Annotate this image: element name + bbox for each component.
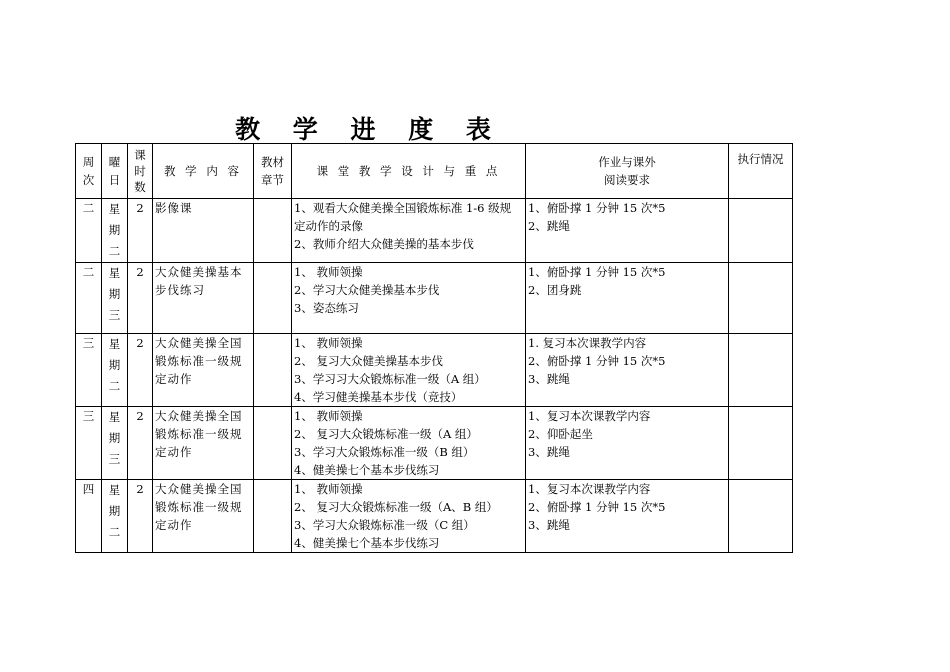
chapter-cell	[254, 263, 292, 334]
execution-cell	[729, 407, 793, 480]
chapter-cell	[254, 334, 292, 407]
day-cell: 星 期 三	[102, 263, 128, 334]
table-row	[76, 334, 793, 407]
header-execution: 执行情况	[729, 144, 793, 199]
chapter-cell	[254, 407, 292, 480]
homework-cell: 1、俯卧撑 1 分钟 15 次*5 2、跳绳	[526, 199, 729, 263]
header-content: 教 学 内 容	[153, 144, 254, 199]
content-cell: 大众健美操全国锻炼标准一级规定动作	[153, 480, 254, 553]
week-cell: 三	[76, 334, 102, 407]
execution-cell	[729, 334, 793, 407]
hours-cell: 2	[128, 480, 153, 553]
table-row	[76, 263, 793, 334]
table-row	[76, 480, 793, 553]
week-cell: 四	[76, 480, 102, 553]
content-cell: 大众健美操全国锻炼标准一级规定动作	[153, 407, 254, 480]
week-cell: 二	[76, 199, 102, 263]
design-cell: 1、 教师领操 2、 复习大众健美操基本步伐 3、学习习大众锻炼标准一级（A 组） 4、学习健美操基本步伐（竞技）	[292, 334, 526, 407]
table-row	[76, 199, 793, 263]
design-cell: 1、 教师领操 2、 复习大众锻炼标准一级（A、B 组） 3、学习大众锻炼标准一级（C 组） 4、健美操七个基本步伐练习	[292, 480, 526, 553]
execution-cell	[729, 263, 793, 334]
day-cell: 星 期 二	[102, 480, 128, 553]
content-cell: 影像课	[153, 199, 254, 263]
header-design: 课 堂 教 学 设 计 与 重 点	[292, 144, 526, 199]
day-cell: 星 期 二	[102, 199, 128, 263]
homework-cell: 1、复习本次课教学内容 2、仰卧起坐 3、跳绳	[526, 407, 729, 480]
homework-cell: 1、俯卧撑 1 分钟 15 次*5 2、团身跳	[526, 263, 729, 334]
execution-cell	[729, 480, 793, 553]
chapter-cell	[254, 480, 292, 553]
day-cell: 星 期 二	[102, 334, 128, 407]
hours-cell: 2	[128, 407, 153, 480]
header-chapter: 教材 章节	[254, 144, 292, 199]
header-week: 周 次	[76, 144, 102, 199]
content-cell: 大众健美操全国锻炼标准一级规定动作	[153, 334, 254, 407]
hours-cell: 2	[128, 199, 153, 263]
header-homework: 作业与课外 阅读要求	[526, 144, 729, 199]
page-title: 教 学 进 度 表	[235, 115, 503, 144]
design-cell: 1、 教师领操 2、 复习大众锻炼标准一级（A 组） 3、学习大众锻炼标准一级（B 组） 4、健美操七个基本步伐练习	[292, 407, 526, 480]
chapter-cell	[254, 199, 292, 263]
week-cell: 二	[76, 263, 102, 334]
hours-cell: 2	[128, 263, 153, 334]
design-cell: 1、 教师领操 2、学习大众健美操基本步伐 3、姿态练习	[292, 263, 526, 334]
header-row	[76, 144, 793, 199]
header-day: 曜 日	[102, 144, 128, 199]
hours-cell: 2	[128, 334, 153, 407]
schedule-table	[75, 143, 793, 553]
table-row	[76, 407, 793, 480]
header-hours: 课 时 数	[128, 144, 153, 199]
design-cell: 1、观看大众健美操全国锻炼标准 1-6 级规 定动作的录像 2、教师介绍大众健美操的基本步伐	[292, 199, 526, 263]
homework-cell: 1. 复习本次课教学内容 2、俯卧撑 1 分钟 15 次*5 3、跳绳	[526, 334, 729, 407]
homework-cell: 1、复习本次课教学内容 2、俯卧撑 1 分钟 15 次*5 3、跳绳	[526, 480, 729, 553]
week-cell: 三	[76, 407, 102, 480]
content-cell: 大众健美操基本步伐练习	[153, 263, 254, 334]
day-cell: 星 期 三	[102, 407, 128, 480]
execution-cell	[729, 199, 793, 263]
